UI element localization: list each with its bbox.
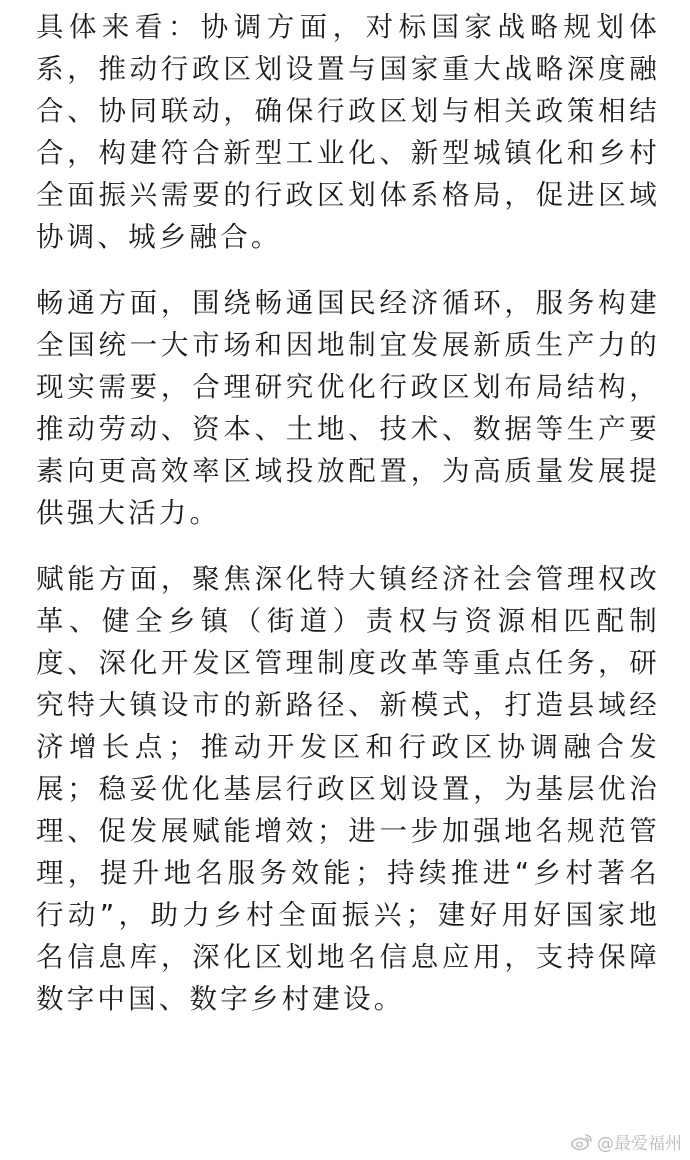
weibo-icon — [571, 1133, 593, 1151]
paragraph-empowerment: 赋能方面，聚焦深化特大镇经济社会管理权改革、健全乡镇（街道）责权与资源相匹配制度、深化开发区管理制度改革等重点任务，研究特大镇设市的新路径、新模式，打造县域经济增长点；推动开发区和行政区协调融合发展；稳妥优化基层行政区划设置，为基层优治理、促发展赋能增效；进一步加强地名规范管理，提升地名服务效能；持续推进“乡村著名行动”，助力乡村全面振兴；建好用好国家地名信息库，深化区划地名信息应用，支持保障数字中国、数字乡村建设。 — [36, 563, 660, 1015]
weibo-watermark — [571, 1129, 682, 1154]
paragraph-smooth-flow: 畅通方面，围绕畅通国民经济循环，服务构建全国统一大市场和因地制宜发展新质生产力的现实需要，合理研究优化行政区划布局结构，推动劳动、资本、土地、技术、数据等生产要素向更高效率区域投放配置，为高质量发展提供强大活力。 — [36, 287, 660, 529]
article-body — [36, 6, 660, 1020]
paragraph-coordination: 具体来看：协调方面，对标国家战略规划体系，推动行政区划设置与国家重大战略深度融合、协同联动，确保行政区划与相关政策相结合，构建符合新型工业化、新型城镇化和乡村全面振兴需要的行政区划体系格局，促进区域协调、城乡融合。 — [36, 11, 660, 253]
watermark-text: @最爱福州 — [597, 1134, 682, 1154]
